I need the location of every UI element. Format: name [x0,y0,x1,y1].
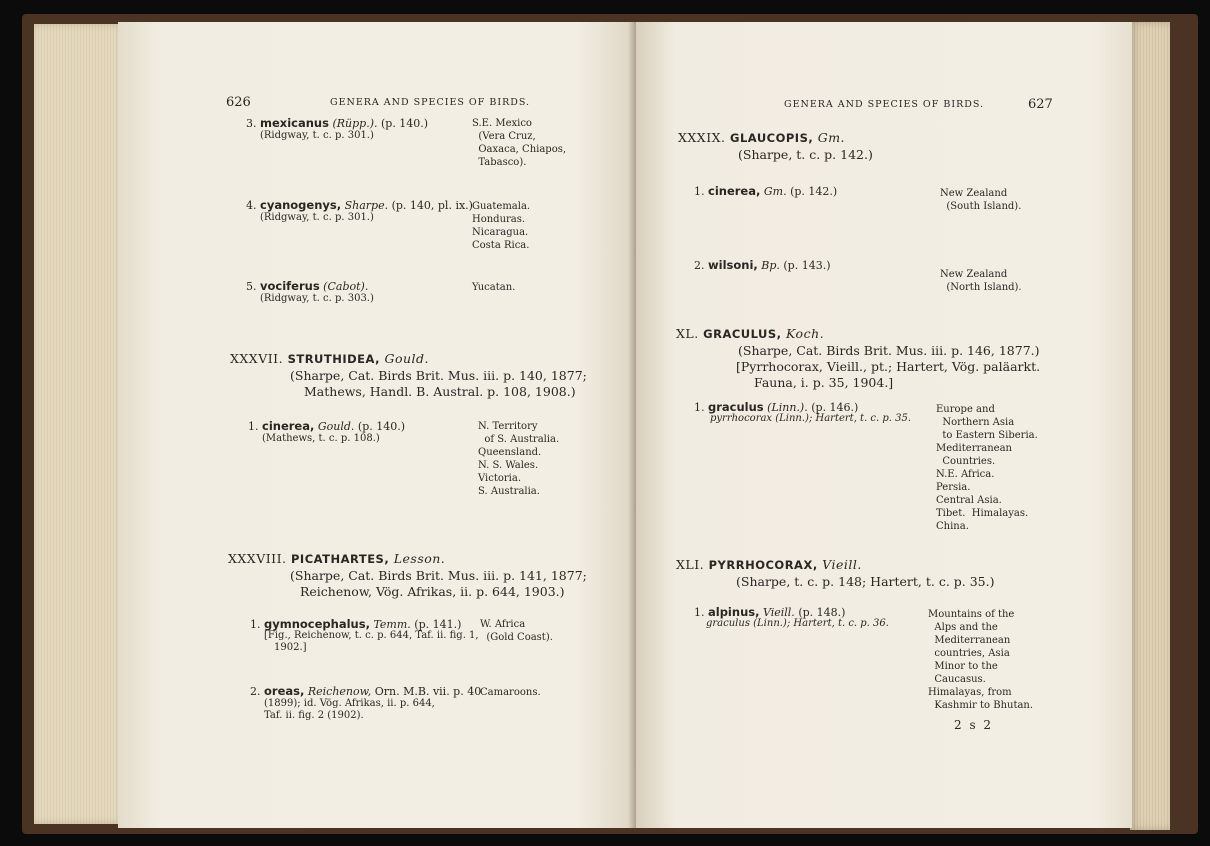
species-ref: Taf. ii. fig. 2 (1902). [264,710,364,721]
species-range: New Zealand (South Island). [940,188,1022,212]
species-ref: pyrrhocorax (Linn.); Hartert, t. c. p. 35. [710,413,912,424]
genus-ref: [Pyrrhocorax, Vieill., pt.; Hartert, Vög. paläarkt. [736,359,1041,374]
left-page [118,22,638,828]
genus-heading: XXXVII. STRUTHIDEA, Gould. [230,351,430,366]
genus-heading: XXXVIII. PICATHARTES, Lesson. [228,551,446,566]
species-range: N. Territory of S. Australia. Queensland. N. S. Wales. Victoria. S. Australia. [478,421,560,497]
species-entry: 1. cinerea, Gm. (p. 142.) [694,184,838,198]
species-ref: graculus (Linn.); Hartert, t. c. p. 36. [706,618,889,629]
genus-ref: (Sharpe, Cat. Birds Brit. Mus. iii. p. 140, 1877; [290,368,587,383]
species-range: Guatemala. Honduras. Nicaragua. Costa Rica. [472,201,531,251]
species-ref: (Mathews, t. c. p. 108.) [262,433,380,444]
genus-heading: XL. GRACULUS, Koch. [676,326,825,341]
species-ref: 1902.] [274,642,307,653]
genus-ref: (Sharpe, t. c. p. 148; Hartert, t. c. p. 35.) [736,574,995,589]
species-entry: 1. cinerea, Gould. (p. 140.) [248,419,406,433]
species-entry: 4. cyanogenys, Sharpe. (p. 140, pl. ix.) [246,198,473,212]
right-page [636,22,1132,828]
species-range: Yucatan. [472,282,516,293]
species-ref: (Ridgway, t. c. p. 301.) [260,212,374,223]
species-range: Europe and Northern Asia to Eastern Siberia. Mediterranean Countries. N.E. Africa. Persia. Central Asia. Tibet. Himalayas. China. [936,404,1038,532]
running-head: GENERA AND SPECIES OF BIRDS. [330,97,531,108]
species-range: Camaroons. [480,687,541,698]
species-ref: (Ridgway, t. c. p. 301.) [260,130,374,141]
signature-mark: 2 s 2 [954,718,994,732]
running-head: GENERA AND SPECIES OF BIRDS. [784,99,985,110]
species-entry: 1. gymnocephalus, Temm. (p. 141.) [250,617,462,631]
species-range: W. Africa (Gold Coast). [480,619,553,643]
species-entry: 5. vociferus (Cabot). [246,279,369,293]
species-entry: 2. oreas, Reichenow, Orn. M.B. vii. p. 40 [250,684,482,698]
genus-ref: (Sharpe, t. c. p. 142.) [738,147,873,162]
page-edges-right [1130,22,1170,830]
genus-ref: (Sharpe, Cat. Birds Brit. Mus. iii. p. 146, 1877.) [738,343,1040,358]
species-range: Mountains of the Alps and the Mediterranean countries, Asia Minor to the Caucasus. Himalayas, from Kashmir to Bhutan. [928,609,1034,711]
genus-heading: XLI. PYRRHOCORAX, Vieill. [676,557,862,572]
genus-ref: Fauna, i. p. 35, 1904.] [754,375,894,390]
genus-ref: Reichenow, Vög. Afrikas, ii. p. 644, 1903.) [300,584,565,599]
species-entry: 1. graculus (Linn.). (p. 146.) [694,400,859,414]
page-number: 627 [1028,97,1053,112]
species-entry: 1. alpinus, Vieill. (p. 148.) [694,605,846,619]
page-edges-left [34,24,126,824]
species-ref: [Fig., Reichenow, t. c. p. 644, Taf. ii. fig. 1, [264,630,479,641]
species-ref: (1899); id. Vög. Afrikas, ii. p. 644, [264,698,435,709]
genus-heading: XXXIX. GLAUCOPIS, Gm. [678,130,846,145]
species-ref: (Ridgway, t. c. p. 303.) [260,293,374,304]
page-number: 626 [226,95,251,110]
species-entry: 2. wilsoni, Bp. (p. 143.) [694,258,831,272]
species-range: New Zealand (North Island). [940,269,1022,293]
genus-ref: Mathews, Handl. B. Austral. p. 108, 1908.) [304,384,576,399]
species-entry: 3. mexicanus (Rüpp.). (p. 140.) [246,116,429,130]
genus-ref: (Sharpe, Cat. Birds Brit. Mus. iii. p. 141, 1877; [290,568,587,583]
species-range: S.E. Mexico (Vera Cruz, Oaxaca, Chiapos, Tabasco). [472,118,567,168]
